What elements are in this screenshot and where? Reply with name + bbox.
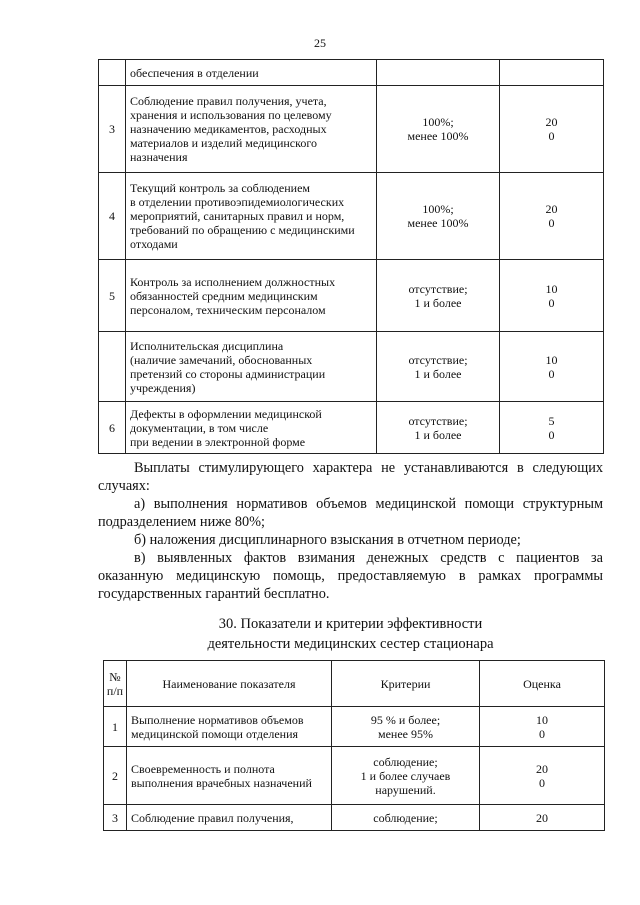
cell-line: 10 bbox=[536, 712, 548, 727]
row-number: 3 bbox=[104, 805, 127, 831]
indicator-name bbox=[126, 332, 377, 402]
cell-line: обеспечения в отделении bbox=[130, 65, 259, 80]
cell-line: менее 100% bbox=[407, 129, 469, 143]
page-number: 25 bbox=[314, 36, 326, 50]
table-row bbox=[99, 173, 604, 260]
cell-line: при ведении в электронной форме bbox=[130, 434, 306, 449]
table-row bbox=[99, 332, 604, 402]
indicator-name bbox=[126, 60, 377, 86]
cell-line: Дефекты в оформлении медицинской bbox=[130, 406, 322, 421]
header-criteria: Критерии bbox=[332, 661, 480, 707]
cell-line: 10 bbox=[545, 281, 558, 296]
cell-line: отсутствие; bbox=[408, 281, 468, 296]
indicator-name bbox=[126, 260, 377, 332]
cell-line: 1 и более bbox=[414, 427, 462, 442]
criteria bbox=[377, 332, 500, 402]
indicator-name bbox=[126, 86, 377, 173]
score bbox=[480, 805, 605, 831]
table1-body bbox=[99, 60, 604, 454]
cell-line: Соблюдение правил получения, bbox=[131, 810, 294, 825]
score bbox=[500, 332, 604, 402]
row-number: 4 bbox=[99, 173, 126, 260]
table-row bbox=[104, 805, 605, 831]
section-title-line1: 30. Показатели и критерии эффективности bbox=[218, 616, 483, 632]
cell-line: Контроль за исполнением должностных bbox=[130, 274, 336, 289]
score bbox=[500, 402, 604, 454]
cell-line: хранения и использования по целевому bbox=[130, 108, 332, 122]
cell-line: 0 bbox=[548, 295, 555, 310]
row-number: 3 bbox=[99, 86, 126, 173]
table-row bbox=[99, 60, 604, 86]
criteria bbox=[332, 805, 480, 831]
cell-line: материалов и изделий медицинского bbox=[130, 136, 317, 150]
cell-line: назначению медикаментов, расходных bbox=[130, 122, 327, 136]
cell-line: учреждения) bbox=[130, 380, 196, 395]
cell-line: 0 bbox=[548, 216, 555, 230]
indicator-name bbox=[126, 402, 377, 454]
indicator-name bbox=[127, 707, 332, 747]
cell-line: 0 bbox=[539, 775, 545, 790]
paragraph-item-c: в) выявленных фактов взимания денежных средств с пациентов за оказанную медицинскую помощь, предоставляемую в рамках программы государственных гарантий бесплатно. bbox=[98, 550, 603, 602]
cell-line: 20 bbox=[545, 115, 558, 129]
cell-line: документации, в том числе bbox=[130, 420, 269, 435]
cell-line: 0 bbox=[539, 726, 545, 741]
score bbox=[500, 260, 604, 332]
criteria bbox=[332, 707, 480, 747]
cell-line: Исполнительская дисциплина bbox=[130, 338, 284, 353]
score bbox=[500, 60, 604, 86]
criteria bbox=[332, 747, 480, 805]
cell-line: требований по обращению с медицинскими bbox=[130, 223, 355, 237]
cell-line: 0 bbox=[548, 427, 555, 442]
row-number bbox=[99, 332, 126, 402]
cell-line: нарушений. bbox=[375, 782, 436, 797]
cell-line: 20 bbox=[536, 810, 548, 825]
table2-header-row bbox=[104, 661, 605, 707]
table-row bbox=[99, 402, 604, 454]
row-number: 6 bbox=[99, 402, 126, 454]
header-num: № п/п bbox=[104, 661, 127, 707]
table-row bbox=[99, 260, 604, 332]
score bbox=[500, 86, 604, 173]
score bbox=[500, 173, 604, 260]
cell-line: обязанностей средним медицинским bbox=[130, 288, 318, 303]
cell-line: отсутствие; bbox=[408, 413, 468, 428]
cell-line: менее 100% bbox=[407, 216, 469, 230]
score bbox=[480, 747, 605, 805]
cell-line: 1 и более bbox=[414, 295, 462, 310]
indicator-name bbox=[127, 747, 332, 805]
cell-line: 1 и более bbox=[414, 366, 462, 381]
row-number bbox=[99, 60, 126, 86]
cell-line: 10 bbox=[545, 352, 558, 367]
table2-body bbox=[104, 707, 605, 831]
cell-line: 0 bbox=[548, 129, 555, 143]
cell-line: Соблюдение правил получения, учета, bbox=[130, 94, 327, 108]
criteria bbox=[377, 260, 500, 332]
cell-line: мероприятий, санитарных правил и норм, bbox=[130, 209, 345, 223]
cell-line: Выполнение нормативов объемов bbox=[131, 712, 304, 727]
table-row bbox=[99, 86, 604, 173]
paragraph-item-b: б) наложения дисциплинарного взыскания в отчетном периоде; bbox=[134, 532, 521, 548]
cell-line: медицинской помощи отделения bbox=[131, 726, 299, 741]
cell-line: 5 bbox=[548, 413, 555, 428]
indicator-name bbox=[126, 173, 377, 260]
row-number: 2 bbox=[104, 747, 127, 805]
row-number: 5 bbox=[99, 260, 126, 332]
cell-line: 20 bbox=[545, 202, 558, 216]
cell-line: соблюдение; bbox=[373, 810, 438, 825]
cell-line: претензий со стороны администрации bbox=[130, 366, 326, 381]
cell-line: менее 95% bbox=[378, 726, 433, 741]
criteria bbox=[377, 86, 500, 173]
cell-line: в отделении противоэпидемиологических bbox=[130, 195, 345, 209]
cell-line: персоналом, техническим персоналом bbox=[130, 302, 326, 317]
cell-line: 100%; bbox=[422, 115, 454, 129]
header-name: Наименование показателя bbox=[127, 661, 332, 707]
section-title-line2: деятельности медицинских сестер стационара bbox=[207, 636, 494, 652]
indicator-name bbox=[127, 805, 332, 831]
header-score: Оценка bbox=[480, 661, 605, 707]
cell-line: отсутствие; bbox=[408, 352, 468, 367]
cell-line: выполнения врачебных назначений bbox=[131, 775, 312, 790]
cell-line: назначения bbox=[130, 150, 188, 164]
cell-line: Своевременность и полнота bbox=[131, 761, 275, 776]
nurse-criteria-table bbox=[103, 660, 605, 831]
cell-line: 95 % и более; bbox=[370, 712, 441, 727]
row-number: 1 bbox=[104, 707, 127, 747]
cell-line: Текущий контроль за соблюдением bbox=[130, 181, 311, 195]
cell-line: 100%; bbox=[422, 202, 454, 216]
criteria bbox=[377, 173, 500, 260]
score bbox=[480, 707, 605, 747]
cell-line: 1 и более случаев bbox=[360, 768, 451, 783]
paragraph-item-a: а) выполнения нормативов объемов медицинской помощи структурным подразделением ниже 80%; bbox=[98, 496, 603, 530]
cell-line: 0 bbox=[548, 366, 555, 381]
cell-line: 20 bbox=[536, 761, 548, 776]
table-row bbox=[104, 707, 605, 747]
paragraph-exclusions-intro: Выплаты стимулирующего характера не устанавливаются в следующих случаях: bbox=[98, 460, 603, 494]
cell-line: отходами bbox=[130, 237, 178, 251]
criteria bbox=[377, 60, 500, 86]
criteria bbox=[377, 402, 500, 454]
table-row bbox=[104, 747, 605, 805]
cell-line: соблюдение; bbox=[373, 754, 438, 769]
criteria-table-continued bbox=[98, 59, 604, 454]
cell-line: (наличие замечаний, обоснованных bbox=[130, 352, 313, 367]
